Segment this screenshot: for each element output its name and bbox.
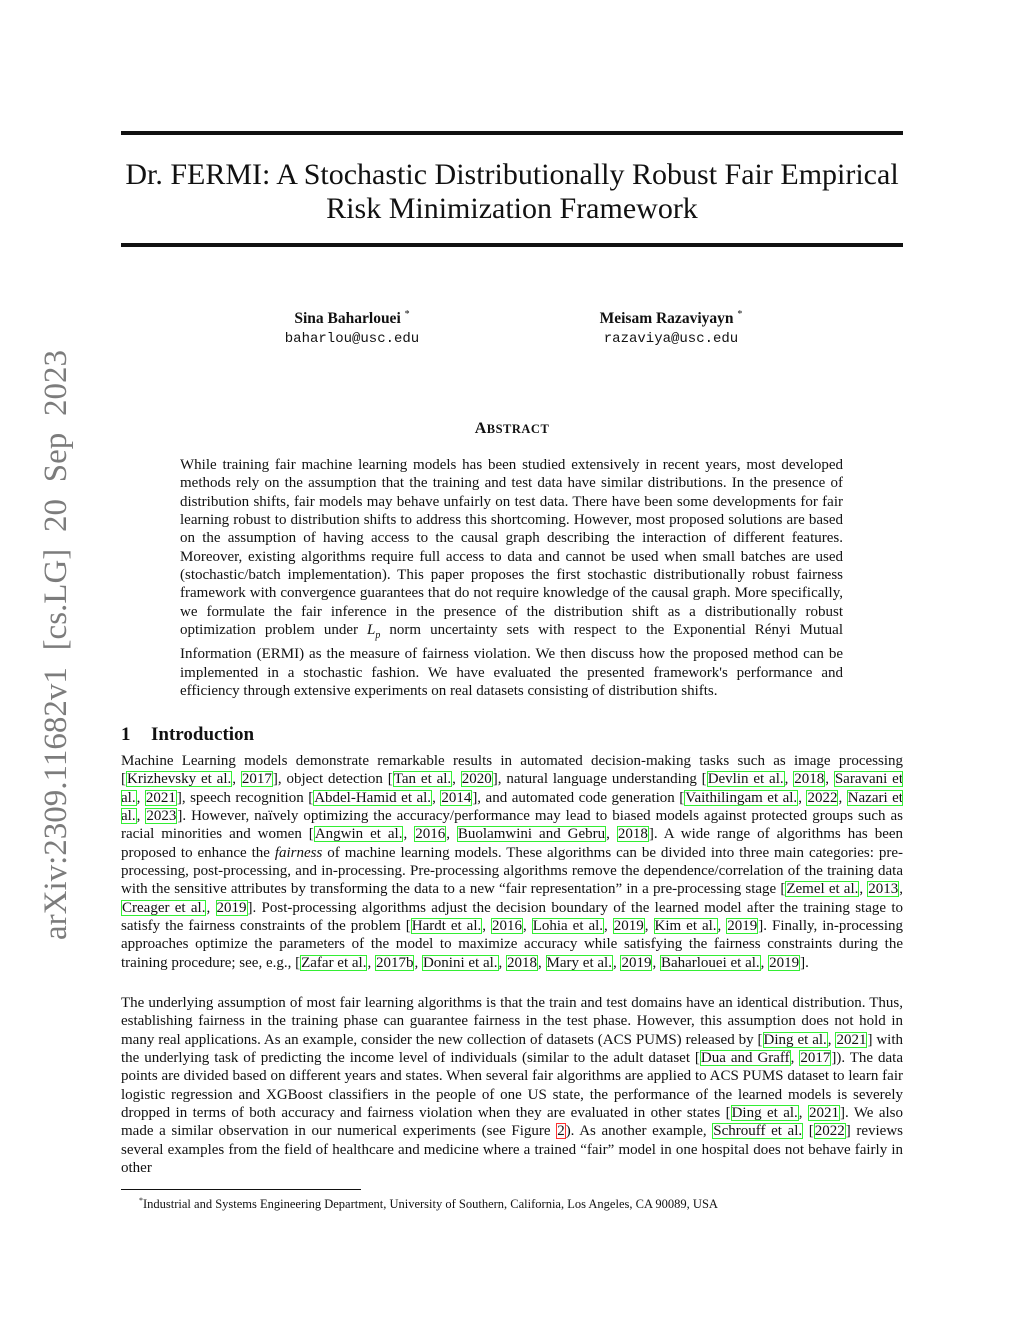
citation-year-link[interactable]: 2018	[617, 826, 648, 843]
citation-link[interactable]: Saravani et al.	[121, 771, 903, 806]
citation-link[interactable]: Mary et al.	[546, 954, 612, 971]
citation-year-link[interactable]: 2016	[415, 826, 446, 843]
footnote-mark: *	[139, 1196, 143, 1205]
citation-year-link[interactable]: 2019	[727, 918, 758, 935]
citation-link[interactable]: Dua and Graff	[700, 1050, 790, 1067]
citation-link[interactable]: Vaithilingam et al.	[685, 789, 798, 806]
citation-link[interactable]: Donini et al.	[422, 954, 498, 971]
author-1-email[interactable]: baharlou@usc.edu	[284, 331, 420, 348]
citation-year-link[interactable]: 2014	[441, 789, 472, 806]
abstract-text: While training fair machine learning models has been studied extensively in recent years, most developed methods rely on the assumption that the training and test data have similar distributions. In the presence of distribution shifts, fair models may behave unfairly on test data. There have been some developments for fair learning robust to distribution shifts to address this shortcoming. However, most proposed solutions are based on the assumption of having access to the causal graph describing the interaction of different features. Moreover, existing algorithms require full access to data and cannot be used when small batches are used (stochastic/batch implementation). This paper proposes the first stochastic distributionally robust fairness framework with convergence guarantees that do not require knowledge of the causal graph. More specifically, we formulate the fair inference in the presence of the distribution shift as a distributionally robust optimization problem under $L_p$ norm uncertainty sets with respect to the Exponential Rényi Mutual Information (ERMI) as the measure of fairness violation. We then discuss how the proposed method can be implemented in a stochastic fashion. We have evaluated the presented framework's performance and efficiency through extensive experiments on real datasets consisting of distribution shifts.	[180, 457, 843, 700]
citation-link[interactable]: Abdel-Hamid et al.	[314, 789, 432, 806]
citation-year-link[interactable]: 2020	[461, 771, 492, 788]
citation-link[interactable]: Angwin et al.	[314, 826, 403, 843]
citation-link[interactable]: Tan et al.	[393, 771, 452, 788]
section-heading-introduction	[121, 724, 254, 746]
citation-link[interactable]: Creager et al.	[122, 899, 206, 916]
emphasis-fairness: fairness	[274, 844, 323, 861]
citation-link[interactable]: Krizhevsky et al.	[127, 771, 232, 788]
citation-link[interactable]: Nazari et al.	[121, 789, 903, 825]
author-2	[566, 305, 776, 349]
paper-title	[121, 158, 903, 226]
figure-reference-link[interactable]: 2	[557, 1123, 565, 1140]
author-1	[252, 305, 452, 349]
citation-year-link[interactable]: 2021	[808, 1105, 839, 1122]
citation-link[interactable]: Ding et al.	[763, 1031, 827, 1048]
author-2-mark: *	[737, 309, 743, 320]
citation-year-link[interactable]: 2019	[613, 918, 644, 935]
abstract-heading-rest: BSTRACT	[486, 422, 550, 436]
citation-link[interactable]: Zafar et al.	[301, 954, 367, 971]
citation-year-link[interactable]: 2017	[800, 1050, 831, 1067]
citation-year-link[interactable]: 2017b	[375, 954, 414, 971]
citation-year-link[interactable]: 2019	[216, 899, 247, 916]
citation-link[interactable]: Zemel et al.	[786, 881, 859, 898]
citation-link[interactable]: Schrouff et al.	[713, 1123, 803, 1140]
citation-year-link[interactable]: 2017	[241, 771, 272, 788]
title-line-2: Risk Minimization Framework	[326, 192, 698, 225]
author-2-email[interactable]: razaviya@usc.edu	[603, 331, 739, 348]
intro-paragraph-2: The underlying assumption of most fair learning algorithms is that the train and test domains have an identical distribution. Thus, establishing fairness in the training phase can guarantee fairness in the test phase. However, this assumption does not hold in many real applications. As an example, consider the new collection of datasets (ACS PUMS) released by [Ding et al., 2021] with the underlying task of predicting the income level of individuals (similar to the adult dataset [Dua and Graff, 2017]). The data points are divided based on different years and states. When several fair algorithms are applied to ACS PUMS dataset to learn fair logistic regression and XGBoost classifiers in the people of one US state, the performance of the learned models is severely dropped in terms of both accuracy and fairness violation when they are evaluated in other states [Ding et al., 2021]. We also made a similar observation in our numerical experiments (see Figure 2). As another example, Schrouff et al. [2022] reviews several examples from the field of healthcare and medicine where a trained “fair” model in one hospital does not behave fairly in other	[121, 995, 904, 1177]
citation-link[interactable]: Hardt et al.	[411, 918, 482, 935]
citation-year-link[interactable]: 2022	[814, 1123, 845, 1140]
author-1-mark: *	[404, 309, 410, 320]
footnote-rule	[121, 1189, 361, 1190]
arxiv-identifier[interactable]: arXiv:2309.11682v1 [cs.LG] 20 Sep 2023	[38, 350, 74, 940]
abstract-heading-first: A	[474, 420, 487, 437]
author-1-name: Sina Baharlouei	[294, 310, 401, 328]
citation-year-link[interactable]: 2016	[491, 918, 522, 935]
title-line-1: Dr. FERMI: A Stochastic Distributionally Robust Fair Empirical	[125, 158, 899, 191]
citation-link[interactable]: Ding et al.	[731, 1105, 798, 1122]
section-number: 1	[121, 724, 131, 745]
section-title: Introduction	[151, 724, 255, 745]
author-2-name: Meisam Razaviyayn	[599, 310, 734, 328]
title-top-rule	[121, 131, 903, 135]
citation-year-link[interactable]: 2021	[836, 1031, 867, 1048]
footnote-text: Industrial and Systems Engineering Department, University of Southern, California, Los Angeles, CA 90089, USA	[143, 1197, 718, 1212]
citation-year-link[interactable]: 2021	[145, 789, 176, 806]
citation-year-link[interactable]: 2018	[794, 771, 825, 788]
citation-year-link[interactable]: 2023	[146, 808, 177, 825]
citation-year-link[interactable]: 2019	[769, 954, 800, 971]
citation-year-link[interactable]: 2022	[807, 789, 838, 806]
title-bottom-rule	[121, 243, 903, 247]
math-lp: $L_p$	[367, 622, 381, 642]
intro-paragraph-1: Machine Learning models demonstrate remarkable results in automated decision-making tasks such as image processing [Krizhevsky et al., 2017], object detection [Tan et al., 2020], natural language understanding [Devlin et al., 2018, Saravani et al., 2021], speech recognition [Abdel-Hamid et al., 2014], and automated code generation [Vaithilingam et al., 2022, Nazari et al., 2023]. However, naïvely optimizing the accuracy/performance may lead to biased models against protected groups such as racial minorities and women [Angwin et al., 2016, Buolamwini and Gebru, 2018]. A wide range of algorithms has been proposed to enhance the fairness of machine learning models. These algorithms can be divided into three main categories: pre-processing, post-processing, and in-processing. Pre-processing algorithms remove the dependence/correlation of the training data with the sensitive attributes by transforming the data to a new “fair representation” in a pre-processing stage [Zemel et al., 2013, Creager et al., 2019]. Post-processing algorithms adjust the decision boundary of the learned model after the training stage to satisfy the fairness constraints of the problem [Hardt et al., 2016, Lohia et al., 2019, Kim et al., 2019]. Finally, in-processing approaches optimize the parameters of the model to maximize accuracy while satisfying the fairness constraints during the training procedure; see, e.g., [Zafar et al., 2017b, Donini et al., 2018, Mary et al., 2019, Baharlouei et al., 2019].	[121, 753, 904, 971]
citation-link[interactable]: Devlin et al.	[707, 771, 784, 788]
citation-link[interactable]: Lohia et al.	[532, 918, 604, 935]
citation-link[interactable]: Buolamwini and Gebru	[457, 826, 606, 843]
citation-year-link[interactable]: 2018	[507, 954, 538, 971]
citation-year-link[interactable]: 2013	[868, 881, 899, 898]
abstract-heading	[121, 420, 903, 438]
citation-year-link[interactable]: 2019	[621, 954, 652, 971]
citation-link[interactable]: Baharlouei et al.	[660, 954, 760, 971]
footnote	[139, 1193, 718, 1212]
citation-link[interactable]: Kim et al.	[654, 918, 717, 935]
